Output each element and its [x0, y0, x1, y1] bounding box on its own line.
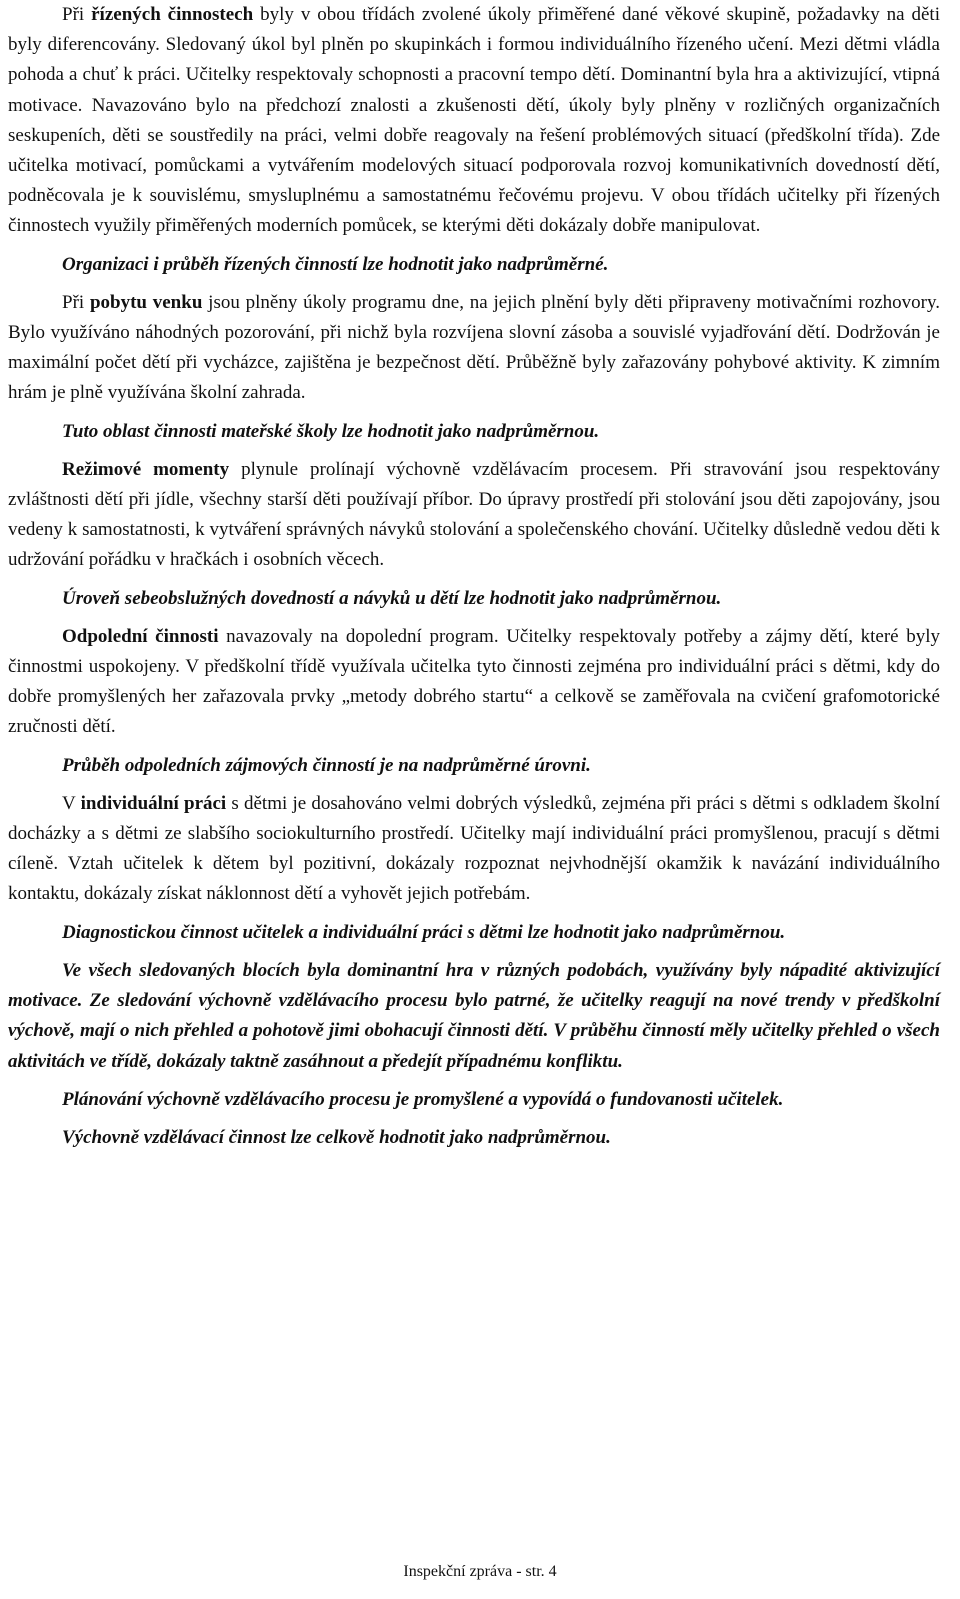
summary-overall: Výchovně vzdělávací činnost lze celkově hodnotit jako nadprůměrnou.: [62, 1126, 611, 1148]
page-footer: Inspekční zpráva - str. 4: [403, 1563, 557, 1580]
evaluation-self-service: Úroveň sebeobslužných dovedností a návyků u dětí lze hodnotit jako nadprůměrnou.: [62, 587, 722, 609]
text-run: byly v obou třídách zvolené úkoly přiměřené dané věkové skupině, požadavky na děti byly diferencovány. Sledovaný úkol byl plněn po skupinkách i formou individuálního řízeného učení. Mezi dětmi vládla pohoda a chuť k práci. Učitelky respektovaly schopnosti a pracovní tempo dětí. Dominantní byla hra a aktivizující, vtipná motivace. Navazováno bylo na předchozí znalosti a zkušenosti dětí, úkoly byly plněny v rozličných organizačních seskupeních, děti se soustředily na práci, velmi dobře reagovaly na řešení problémových situací (předškolní třída). Zde učitelka motivací, pomůckami a vytvářením modelových situací podporovala rozvoj komunikativních dovedností dětí, podněcovala je k souvislému, smysluplnému a samostatnému řečovému projevu. V obou třídách učitelky při řízených činnostech využily přiměřených moderních pomůcek, se kterými děti dokázaly dobře manipulovat.: [8, 4, 940, 237]
paragraph-directed-activities: [8, 0, 940, 242]
evaluation-directed-activities: Organizaci i průběh řízených činností lze hodnotit jako nadprůměrné.: [62, 253, 609, 275]
bold-term: Odpolední činnosti: [62, 625, 219, 647]
text-run: plynule prolínají výchovně vzdělávacím procesem. Při stravování jsou respektovány zvláštnosti dětí při jídle, všechny starší děti používají příbor. Do úpravy prostředí při stolování jsou děti zapojovány, jsou vedeny k samostatnosti, k vytváření správných návyků stolování a společenského chování. Učitelky důsledně vedou děti k udržování pořádku v hračkách i osobních věcech.: [8, 458, 940, 571]
summary-planning: Plánování výchovně vzdělávacího procesu je promyšlené a vypovídá o fundovanosti učitelek.: [62, 1088, 784, 1110]
text-run: Při: [62, 291, 90, 313]
text-run: V: [62, 792, 81, 814]
bold-term: řízených činnostech: [91, 4, 254, 25]
paragraph-outdoor-stay: [8, 288, 940, 409]
text-run: Při: [62, 4, 92, 25]
paragraph-afternoon-activities: [8, 622, 940, 743]
bold-term: Režimové momenty: [62, 458, 230, 480]
bold-term: pobytu venku: [89, 291, 203, 313]
text-run: navazovaly na dopolední program. Učitelky respektovaly potřeby a zájmy dětí, které byly činnostmi uspokojeny. V předškolní třídě využívala učitelka tyto činnosti zejména pro individuální práci s dětmi, kdy do dobře promyšlených her zařazovala prvky „metody dobrého startu“ a celkově se zaměřovala na cvičení grafomotorické zručnosti dětí.: [8, 625, 940, 738]
paragraph-routine-moments: [8, 455, 940, 576]
summary-observed-blocks: Ve všech sledovaných blocích byla dominantní hra v různých podobách, využívány byly nápadité aktivizující motivace. Ze sledování výchovně vzdělávacího procesu bylo patrné, že učitelky reagují na nové trendy v předškolní výchově, mají o nich přehled a pohotově jimi obohacují činnosti dětí. V průběhu činností měly učitelky přehled o všech aktivitách ve třídě, dokázaly taktně zasáhnout a předejít případnému konfliktu.: [8, 959, 940, 1072]
evaluation-diagnostics: Diagnostickou činnost učitelek a individuální práci s dětmi lze hodnotit jako nadprůměrnou.: [62, 921, 786, 943]
evaluation-afternoon-activities: Průběh odpoledních zájmových činností je na nadprůměrné úrovni.: [62, 754, 591, 776]
paragraph-individual-work: [8, 789, 940, 910]
bold-term: individuální práci: [80, 792, 227, 814]
evaluation-outdoor-stay: Tuto oblast činnosti mateřské školy lze hodnotit jako nadprůměrnou.: [62, 420, 600, 442]
text-run: s dětmi je dosahováno velmi dobrých výsledků, zejména při práci s dětmi s odkladem školní docházky a s dětmi ze slabšího sociokulturního prostředí. Učitelky mají individuální práci promyšlenou, pracují s dětmi cíleně. Vztah učitelek k dětem byl pozitivní, dokázaly rozpoznat nejvhodnější okamžik k navázání individuálního kontaktu, dokázaly získat náklonnost dětí a vyhovět jejich potřebám.: [8, 792, 940, 905]
document-body: [8, 0, 940, 1161]
text-run: jsou plněny úkoly programu dne, na jejich plnění byly děti připraveny motivačními rozhovory. Bylo využíváno náhodných pozorování, při nichž byla rozvíjena slovní zásoba a souvislé vyjadřování dětí. Dodržován je maximální počet dětí při vycházce, zajištěna je bezpečnost dětí. Průběžně byly zařazovány pohybové aktivity. K zimním hrám je plně využívána školní zahrada.: [8, 291, 940, 404]
